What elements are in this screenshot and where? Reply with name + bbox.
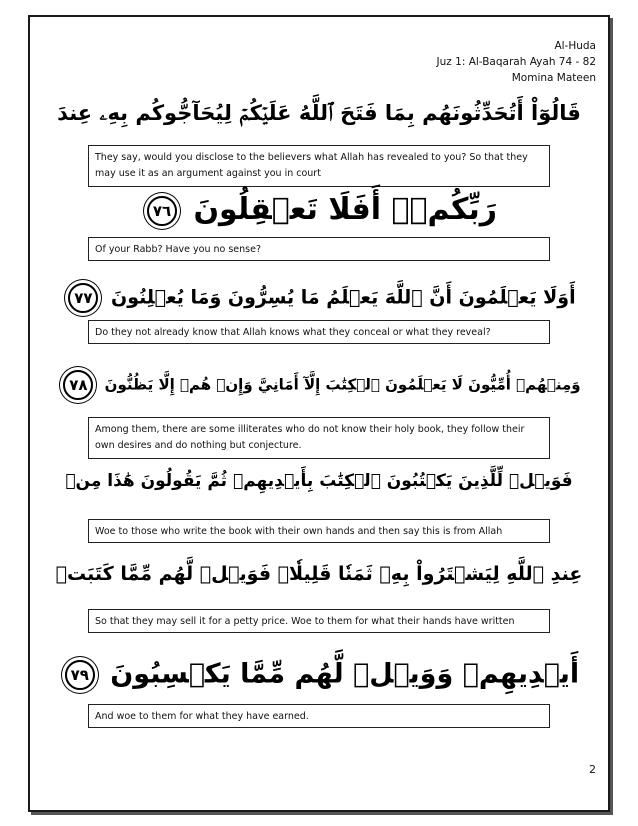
- translation-box: [88, 704, 550, 728]
- translation-box: [88, 145, 550, 187]
- arabic-verse-line: [55, 192, 583, 227]
- translation-text: Do they not already know that Allah knows what they conceal or what they reveal?: [95, 327, 491, 338]
- translation-text: And woe to them for what they have earned.: [95, 711, 309, 722]
- translation-box: [88, 609, 550, 633]
- ayah-number-marker: ٧٦: [147, 196, 177, 226]
- arabic-verse-line: [55, 473, 583, 490]
- arabic-text: فَوَيۡلٞ لِّلَّذِينَ يَكۡتُبُونَ ٱلۡكِتَٰبَ بِأَيۡدِيهِمۡ ثُمَّ يَقُولُونَ هَٰذَا مِنۡ: [65, 471, 573, 491]
- ayah-number-marker: ٧٨: [63, 370, 93, 400]
- ayah-number-marker: ٧٧: [68, 283, 98, 313]
- header-title: Al-Huda: [554, 40, 596, 52]
- page-border: [28, 15, 610, 812]
- translation-text: So that they may sell it for a petty price. Woe to them for what their hands have written: [95, 616, 515, 627]
- page-number: 2: [589, 763, 596, 776]
- arabic-verse-line: [55, 565, 583, 584]
- arabic-text: أَيۡدِيهِمۡ وَوَيۡلٞ لَّهُم مِّمَّا يَكۡسِبُونَ: [110, 658, 580, 690]
- header-author: Momina Mateen: [511, 72, 596, 84]
- ayah-number-marker: ٧٩: [65, 660, 95, 690]
- document-header: [437, 38, 596, 86]
- arabic-text: عِندِ ٱللَّهِ لِيَشۡتَرُواْ بِهِۦ ثَمَنٗا قَلِيلٗاۖ فَوَيۡلٞ لَّهُم مِّمَّا كَتَبَتۡ: [55, 563, 583, 585]
- translation-box: [88, 519, 550, 543]
- arabic-verse-line: [55, 283, 583, 313]
- translation-box: [88, 417, 550, 459]
- arabic-text: رَبِّكُمۡۚ أَفَلَا تَعۡقِلُونَ: [193, 192, 497, 227]
- arabic-verse-line: [55, 660, 583, 690]
- arabic-text: أَوَلَا يَعۡلَمُونَ أَنَّ ٱللَّهَ يَعۡلَمُ مَا يُسِرُّونَ وَمَا يُعۡلِنُونَ: [111, 286, 576, 309]
- translation-text: They say, would you disclose to the believers what Allah has revealed to you? So that they may use it as an argument against you in court: [95, 152, 528, 179]
- arabic-verse-line: [55, 103, 583, 124]
- arabic-text: قَالُوٓاْ أَتُحَدِّثُونَهُم بِمَا فَتَحَ ٱللَّهُ عَلَيۡكُمۡ لِيُحَآجُّوكُم بِهِۦ عِندَ: [57, 101, 581, 125]
- translation-text: Of your Rabb? Have you no sense?: [95, 244, 261, 255]
- header-subtitle: Juz 1: Al-Baqarah Ayah 74 - 82: [436, 56, 596, 68]
- arabic-verse-line: [45, 370, 593, 400]
- translation-text: Among them, there are some illiterates who do not know their holy book, they follow their own desires and do nothing but conjecture.: [95, 424, 525, 451]
- arabic-text: وَمِنۡهُمۡ أُمِّيُّونَ لَا يَعۡلَمُونَ ٱلۡكِتَٰبَ إِلَّآ أَمَانِيَّ وَإِنۡ هُمۡ إِلَّا يَظُنُّونَ: [104, 375, 581, 394]
- translation-box: [88, 237, 550, 261]
- translation-text: Woe to those who write the book with their own hands and then say this is from Allah: [95, 526, 503, 537]
- translation-box: [88, 320, 550, 344]
